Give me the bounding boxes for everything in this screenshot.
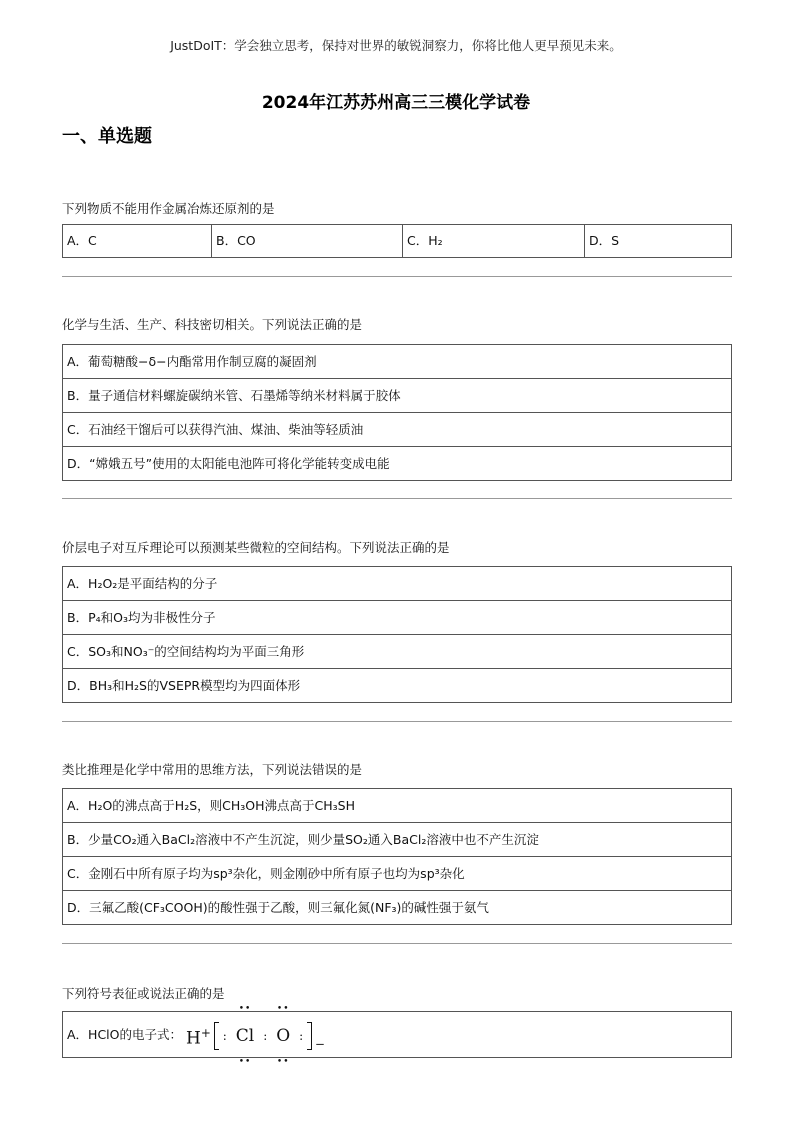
section-title: 一、单选题: [62, 126, 152, 147]
question-stem: 价层电子对互斥理论可以预测某些微粒的空间结构。下列说法正确的是: [62, 540, 450, 555]
oxygen-atom: •• O ••: [276, 1003, 291, 1067]
option-c[interactable]: C．H₂: [403, 225, 585, 257]
options-list: [62, 1003, 732, 1067]
chlorine-atom: •• Cl ••: [235, 1003, 255, 1067]
option-a[interactable]: A．葡萄糖酸−δ−内酯常用作制豆腐的凝固剂: [63, 345, 731, 379]
question-separator: [62, 943, 732, 944]
question-stem: 下列物质不能用作金属冶炼还原剂的是: [62, 201, 275, 216]
option-a[interactable]: A．H₂O的沸点高于H₂S，则CH₃OH沸点高于CH₃SH: [63, 789, 731, 823]
option-d[interactable]: D．“嫦娥五号”使用的太阳能电池阵可将化学能转变成电能: [63, 447, 731, 481]
option-b[interactable]: B．CO: [212, 225, 403, 257]
electron-dots: :: [299, 1028, 304, 1043]
question-stem: 类比推理是化学中常用的思维方法，下列说法错误的是: [62, 762, 363, 777]
option-a[interactable]: A．H₂O₂是平面结构的分子: [63, 567, 731, 601]
question-stem: 化学与生活、生产、科技密切相关。下列说法正确的是: [62, 317, 363, 332]
option-a-label: A．HClO的电子式：: [67, 1027, 182, 1042]
option-b[interactable]: B．少量CO₂通入BaCl₂溶液中不产生沉淀，则少量SO₂通入BaCl₂溶液中也不产生沉淀: [63, 823, 731, 857]
hclo-electron-formula: [185, 1003, 326, 1067]
options-list: [62, 566, 732, 703]
option-c[interactable]: C．SO₃和NO₃⁻的空间结构均为平面三角形: [63, 635, 731, 669]
question-5: [62, 984, 732, 1067]
electron-dots: :: [263, 1028, 268, 1043]
option-b[interactable]: B．量子通信材料螺旋碳纳米管、石墨烯等纳米材料属于胶体: [63, 379, 731, 413]
question-separator: [62, 276, 732, 277]
option-a[interactable]: A．C: [63, 225, 212, 257]
question-separator: [62, 498, 732, 499]
option-d[interactable]: D．S: [589, 233, 620, 248]
question-3: [62, 538, 732, 703]
question-stem: 下列符号表征或说法正确的是: [62, 986, 225, 1001]
question-2: [62, 315, 732, 481]
document-title: 2024年江苏苏州高三三模化学试卷: [261, 93, 531, 113]
cation-symbol: H+: [185, 1025, 211, 1049]
option-c[interactable]: C．石油经干馏后可以获得汽油、煤油、柴油等轻质油: [63, 413, 731, 447]
electron-dots: :: [222, 1028, 227, 1043]
question-1: [62, 199, 732, 258]
option-d[interactable]: D．三氟乙酸(CF₃COOH)的酸性强于乙酸，则三氟化氮(NF₃)的碱性强于氨气: [63, 891, 731, 925]
options-list: [62, 344, 732, 481]
option-a[interactable]: [63, 1003, 731, 1067]
options-list: [62, 788, 732, 925]
option-b[interactable]: B．P₄和O₃均为非极性分子: [63, 601, 731, 635]
options-grid: [62, 224, 732, 258]
header-note: JustDoIT：学会独立思考，保持对世界的敏锐洞察力，你将比他人更早预见未来。: [170, 38, 622, 53]
option-d[interactable]: D．BH₃和H₂S的VSEPR模型均为四面体形: [63, 669, 731, 703]
question-separator: [62, 721, 732, 722]
anion-charge: −: [315, 1036, 326, 1051]
question-4: [62, 760, 732, 925]
right-bracket: [307, 1022, 312, 1050]
left-bracket: [214, 1022, 219, 1050]
option-c[interactable]: C．金刚石中所有原子均为sp³杂化，则金刚砂中所有原子也均为sp³杂化: [63, 857, 731, 891]
